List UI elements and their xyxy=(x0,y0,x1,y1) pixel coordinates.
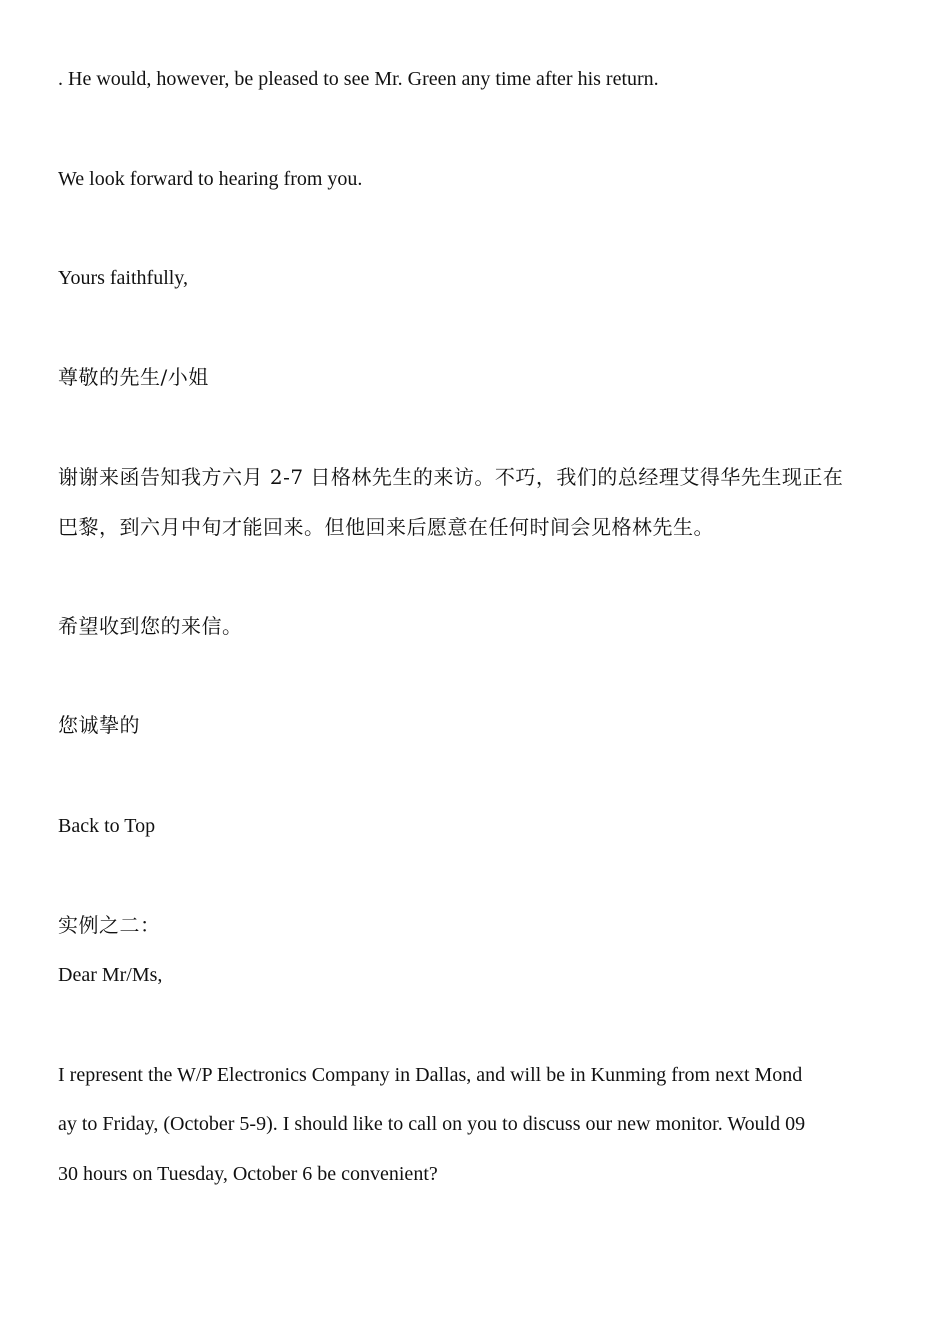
example-two-heading: 实例之二： xyxy=(58,913,161,937)
chinese-body-line-1: 谢谢来函告知我方六月 2-7 日格林先生的来访。不巧，我们的总经理艾得华先生现正在 xyxy=(58,465,844,489)
closing-text: Yours faithfully, xyxy=(58,267,189,289)
example-two-body-line-1: I represent the W/P Electronics Company in Dallas, and will be in Kunming from next Mond xyxy=(58,1064,803,1086)
chinese-salutation: 尊敬的先生/小姐 xyxy=(58,365,209,389)
look-forward-text: We look forward to hearing from you. xyxy=(58,168,363,190)
letter-continuation-text: . He would, however, be pleased to see Mr. Green any time after his return. xyxy=(58,68,659,90)
example-two-body-line-2: ay to Friday, (October 5-9). I should like to call on you to discuss our new monitor. Would 09 xyxy=(58,1113,806,1135)
example-two-salutation: Dear Mr/Ms, xyxy=(58,964,163,986)
example-two-body-line-3: 30 hours on Tuesday, October 6 be convenient? xyxy=(58,1163,438,1185)
chinese-closing: 您诚挚的 xyxy=(58,713,140,737)
chinese-body-line-2: 巴黎，到六月中旬才能回来。但他回来后愿意在任何时间会见格林先生。 xyxy=(58,515,714,539)
back-to-top-link[interactable]: Back to Top xyxy=(58,815,156,837)
chinese-look-forward: 希望收到您的来信。 xyxy=(58,614,243,638)
